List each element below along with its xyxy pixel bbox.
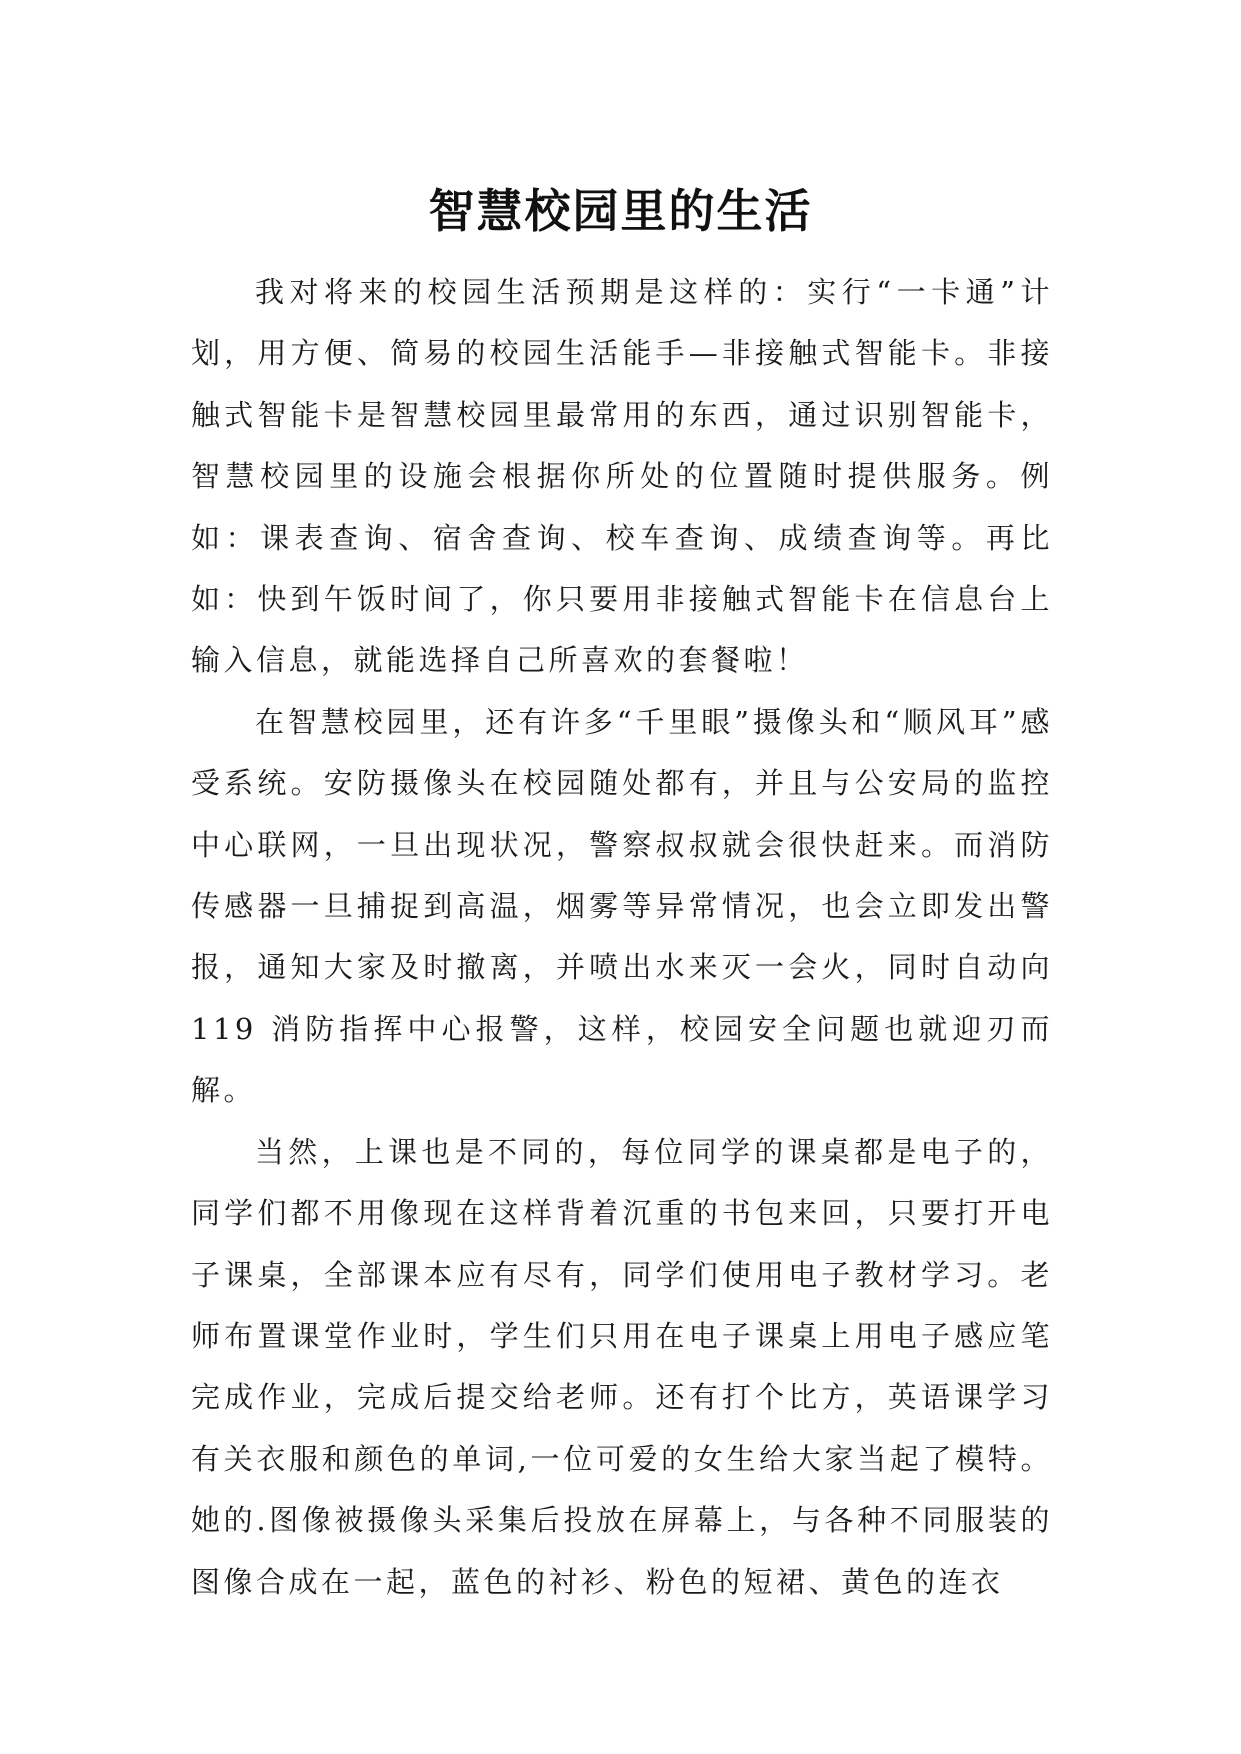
article-body	[191, 262, 1053, 1613]
paragraph-electronic-desk: 当然，上课也是不同的，每位同学的课桌都是电子的，同学们都不用像现在这样背着沉重的书包来回，只要打开电子课桌，全部课本应有尽有，同学们使用电子教材学习。老师布置课堂作业时，学生们只用在电子课桌上用电子感应笔完成作业，完成后提交给老师。还有打个比方，英语课学习有关衣服和颜色的单词,一位可爱的女生给大家当起了模特。她的.图像被摄像头采集后投放在屏幕上，与各种不同服装的图像合成在一起，蓝色的衬衫、粉色的短裙、黄色的连衣	[191, 1134, 1053, 1599]
page-title: 智慧校园里的生活	[428, 183, 813, 238]
paragraph-security-system: 在智慧校园里，还有许多“千里眼”摄像头和“顺风耳”感受系统。安防摄像头在校园随处都有，并且与公安局的监控中心联网，一旦出现状况，警察叔叔就会很快赶来。而消防传感器一旦捕捉到高温，烟雾等异常情况，也会立即发出警报，通知大家及时撤离，并喷出水来灭一会火，同时自动向 119 消防指挥中心报警，这样，校园安全问题也就迎刃而解。	[191, 704, 1053, 1108]
paragraph-smart-card: 我对将来的校园生活预期是这样的：实行“一卡通”计划，用方便、简易的校园生活能手—非接触式智能卡。非接触式智能卡是智慧校园里最常用的东西，通过识别智能卡，智慧校园里的设施会根据你所处的位置随时提供服务。例如：课表查询、宿舍查询、校车查询、成绩查询等。再比如：快到午饭时间了，你只要用非接触式智能卡在信息台上输入信息，就能选择自己所喜欢的套餐啦！	[191, 275, 1053, 678]
